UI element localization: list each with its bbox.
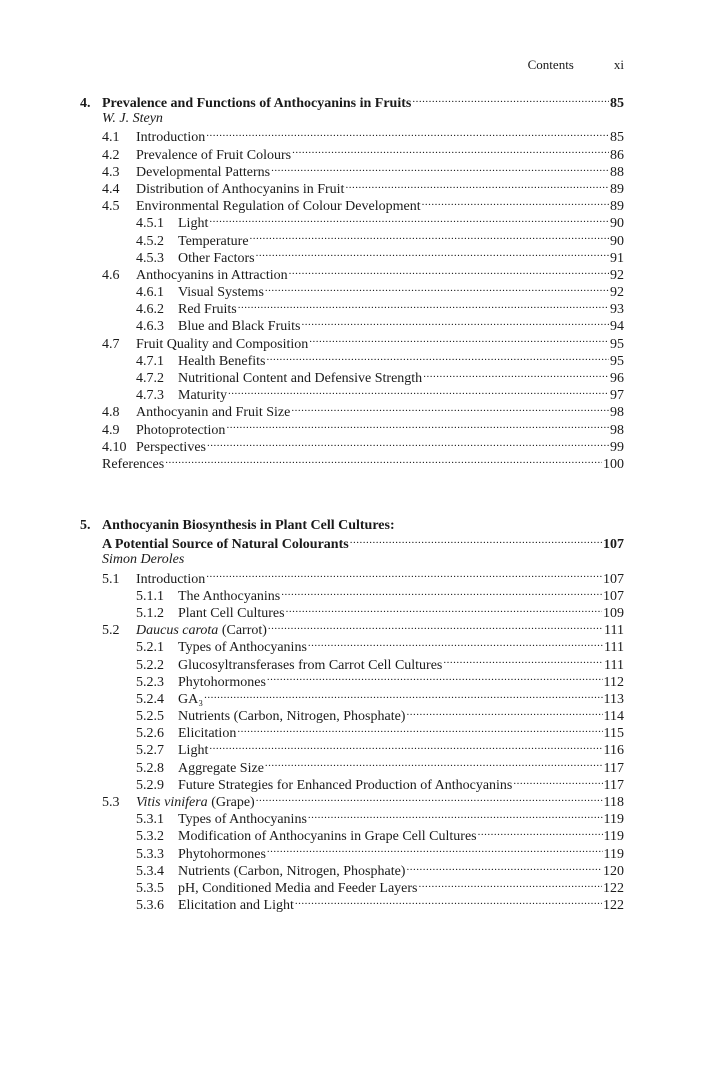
toc-entry [80, 603, 624, 620]
dot-leader [209, 740, 602, 754]
dot-leader [286, 603, 602, 617]
section-page: 113 [603, 691, 624, 707]
section-page: 92 [610, 267, 624, 283]
dot-leader [350, 534, 602, 548]
section-title: Fruit Quality and Composition [136, 336, 309, 352]
chapter-author: W. J. Steyn [102, 111, 163, 127]
section-title: Introduction [136, 130, 206, 146]
section-title: Other Factors [178, 250, 255, 266]
section-title: pH, Conditioned Media and Feeder Layers [178, 880, 418, 896]
section-number: 4.7.2 [136, 371, 164, 386]
chapter-author: Simon Deroles [102, 552, 185, 568]
toc-entry [80, 179, 624, 196]
dot-leader [256, 792, 603, 806]
toc-entry [80, 265, 624, 282]
section-number: 5.2.5 [136, 709, 164, 725]
section-number: 4.6.2 [136, 302, 164, 318]
toc-entries [80, 127, 624, 471]
section-title: Environmental Regulation of Colour Development [136, 199, 421, 215]
section-number: 5.3.4 [136, 863, 164, 879]
toc-entry [80, 437, 624, 454]
toc-entry [80, 402, 624, 419]
dot-leader [209, 213, 609, 227]
toc-entry [80, 740, 624, 757]
section-page: 98 [610, 422, 624, 438]
toc-entry [80, 809, 624, 826]
section-page: 88 [610, 164, 624, 180]
section-page: 90 [610, 216, 624, 232]
dot-leader [267, 672, 603, 686]
section-page: 117 [603, 760, 624, 776]
running-head-title: Contents [527, 57, 574, 72]
dot-leader [267, 844, 603, 858]
dot-leader [265, 282, 609, 296]
section-title: Aggregate Size [178, 760, 264, 776]
section-title: Nutritional Content and Defensive Strength [178, 371, 423, 386]
section-number: 5.2.2 [136, 657, 164, 673]
section-title: The Anthocyanins [178, 588, 281, 604]
toc-entry [80, 569, 624, 586]
section-page: 91 [610, 250, 624, 266]
dot-leader [443, 655, 603, 669]
section-number: 4.6.3 [136, 319, 164, 335]
chapter-number: 5. [80, 518, 91, 533]
section-title: Prevalence of Fruit Colours [136, 147, 292, 163]
section-number: 5.2.1 [136, 640, 164, 656]
dot-leader [204, 689, 602, 703]
section-number: 4.9 [102, 422, 120, 438]
section-title: Visual Systems [178, 285, 264, 301]
section-number: 4.7 [102, 336, 120, 352]
section-title: Developmental Patterns [136, 164, 271, 180]
section-number: 5.3.5 [136, 880, 164, 896]
section-page: 100 [603, 456, 624, 472]
section-number: 4.3 [102, 164, 120, 180]
section-page: 94 [610, 319, 624, 335]
section-page: 111 [604, 640, 624, 656]
toc-entry [80, 775, 624, 792]
chapter-heading [80, 517, 624, 534]
section-title: Types of Anthocyanins [178, 640, 307, 656]
section-number: 4.6.1 [136, 285, 164, 301]
section-number: 4.5.1 [136, 216, 164, 232]
dot-leader [206, 569, 602, 583]
section-number: 4.7.3 [136, 388, 164, 404]
dot-leader [237, 723, 602, 737]
chapter-page: 107 [603, 537, 624, 553]
section-title: Elicitation and Light [178, 898, 294, 914]
section-page: 99 [610, 439, 624, 455]
toc-entry [80, 723, 624, 740]
section-title: Anthocyanin and Fruit Size [136, 405, 291, 421]
toc-entry [80, 231, 624, 248]
dot-leader [406, 706, 602, 720]
toc-entry [80, 758, 624, 775]
section-title: Glucosyltransferases from Carrot Cell Cultures [178, 657, 443, 673]
section-title [136, 622, 267, 639]
toc-entries [80, 569, 624, 913]
chapter-heading-continued [80, 534, 624, 551]
section-number: 5.2.6 [136, 726, 164, 742]
chapter-5-toc [80, 517, 624, 912]
section-number: 5.3.1 [136, 812, 164, 828]
section-page: 119 [603, 829, 624, 845]
toc-entry [80, 299, 624, 316]
toc-entry [80, 620, 624, 637]
section-page: 92 [610, 285, 624, 301]
toc-entry [80, 334, 624, 351]
toc-entry [80, 162, 624, 179]
section-number: 4.5.3 [136, 250, 164, 266]
toc-entry [80, 145, 624, 162]
section-title: Nutrients (Carbon, Nitrogen, Phosphate) [178, 863, 406, 879]
section-page: 117 [603, 777, 624, 793]
dot-leader [308, 809, 603, 823]
section-title-rest: (Carrot) [218, 623, 267, 639]
toc-entry [80, 316, 624, 333]
dot-leader [289, 265, 609, 279]
section-page: 119 [603, 846, 624, 862]
section-page: 89 [610, 199, 624, 215]
dot-leader [265, 758, 603, 772]
section-page: 86 [610, 147, 624, 163]
dot-leader [309, 334, 609, 348]
section-page: 107 [603, 588, 624, 604]
section-title: Future Strategies for Enhanced Production of Anthocyanins [178, 777, 513, 793]
toc-entry [80, 672, 624, 689]
toc-entry [80, 351, 624, 368]
chapter-4-toc [80, 93, 624, 471]
section-title: Distribution of Anthocyanins in Fruit [136, 181, 345, 197]
toc-entry [80, 282, 624, 299]
section-number: 5.2.8 [136, 760, 164, 776]
dot-leader [256, 248, 609, 262]
section-page: 109 [603, 605, 624, 621]
section-number: 5.3 [102, 795, 120, 810]
section-number: 5.2 [102, 623, 120, 639]
chapter-page: 85 [610, 96, 624, 111]
dot-leader [271, 162, 609, 176]
toc-entry [80, 213, 624, 230]
section-title: Introduction [136, 571, 206, 587]
toc-entry [80, 792, 624, 809]
chapter-title-line-1: Anthocyanin Biosynthesis in Plant Cell Cultures: [102, 518, 395, 533]
section-title [136, 794, 255, 811]
section-number: 5.3.3 [136, 846, 164, 862]
dot-leader [513, 775, 602, 789]
dot-leader [423, 368, 609, 382]
section-title: Perspectives [136, 439, 206, 455]
chapter-number: 4. [80, 96, 91, 111]
section-page: 90 [610, 233, 624, 249]
dot-leader [268, 620, 603, 634]
section-number: 4.8 [102, 405, 120, 421]
toc-entry [80, 878, 624, 895]
section-number: 5.3.6 [136, 898, 164, 914]
toc-entry [80, 637, 624, 654]
section-title: Nutrients (Carbon, Nitrogen, Phosphate) [178, 709, 406, 725]
section-page: 111 [604, 623, 624, 639]
dot-leader [206, 127, 609, 141]
section-title-italic: Daucus carota [136, 623, 219, 639]
dot-leader [478, 826, 603, 840]
section-title: Elicitation [178, 726, 237, 742]
toc-entry [80, 586, 624, 603]
dot-leader [165, 454, 602, 468]
section-page: 118 [603, 795, 624, 810]
dot-leader [207, 437, 609, 451]
section-title: GA₃ [178, 691, 204, 707]
section-number: 4.2 [102, 147, 120, 163]
section-number: 4.7.1 [136, 353, 164, 369]
section-title-italic: Vitis vinifera [136, 795, 208, 810]
dot-leader [302, 316, 610, 330]
section-page: 93 [610, 302, 624, 318]
dot-leader [226, 420, 609, 434]
section-number: 5.2.9 [136, 777, 164, 793]
dot-leader [412, 93, 609, 107]
section-title: Red Fruits [178, 302, 237, 318]
toc-entry [80, 706, 624, 723]
section-page: 116 [603, 743, 624, 759]
section-title: Phytohormones [178, 846, 266, 862]
section-number: 4.6 [102, 267, 120, 283]
section-title: References [102, 456, 165, 472]
page-number: xi [613, 57, 624, 72]
dot-leader [291, 402, 609, 416]
section-page: 95 [610, 353, 624, 369]
section-number: 4.4 [102, 181, 120, 197]
dot-leader [345, 179, 609, 193]
section-page: 96 [610, 371, 624, 386]
chapter-title-line-2: A Potential Source of Natural Colourants [102, 537, 349, 553]
section-title: Light [178, 743, 209, 759]
toc-entry [80, 655, 624, 672]
section-title: Plant Cell Cultures [178, 605, 285, 621]
dot-leader [406, 861, 602, 875]
toc-entry [80, 895, 624, 912]
section-title: Types of Anthocyanins [178, 812, 307, 828]
section-title: Maturity [178, 388, 227, 404]
section-page: 95 [610, 336, 624, 352]
section-number: 5.2.7 [136, 743, 164, 759]
section-title: Temperature [178, 233, 249, 249]
section-page: 97 [610, 388, 624, 404]
section-number: 5.1.1 [136, 588, 164, 604]
section-page: 111 [604, 657, 624, 673]
toc-entry [80, 248, 624, 265]
section-page: 119 [603, 812, 624, 828]
section-number: 4.10 [102, 439, 127, 455]
dot-leader [238, 299, 609, 313]
dot-leader [295, 895, 602, 909]
section-title: Modification of Anthocyanins in Grape Cell Cultures [178, 829, 477, 845]
running-head [80, 57, 624, 73]
dot-leader [422, 196, 609, 210]
section-title: Photoprotection [136, 422, 226, 438]
dot-leader [419, 878, 603, 892]
section-title: Anthocyanins in Attraction [136, 267, 288, 283]
section-page: 89 [610, 181, 624, 197]
toc-entry [80, 368, 624, 385]
chapter-heading [80, 93, 624, 110]
dot-leader [266, 351, 609, 365]
section-page: 112 [603, 674, 624, 690]
section-page: 122 [603, 880, 624, 896]
section-number: 5.2.4 [136, 691, 164, 707]
section-page: 115 [603, 726, 624, 742]
section-page: 114 [603, 709, 624, 725]
dot-leader [228, 385, 609, 399]
dot-leader [250, 231, 609, 245]
section-page: 85 [610, 130, 624, 146]
section-number: 5.1.2 [136, 605, 164, 621]
dot-leader [308, 637, 603, 651]
toc-entry [80, 385, 624, 402]
section-page: 107 [603, 571, 624, 587]
section-number: 5.2.3 [136, 674, 164, 690]
toc-entry [80, 826, 624, 843]
section-number: 4.5.2 [136, 233, 164, 249]
toc-entry [80, 861, 624, 878]
section-page: 122 [603, 898, 624, 914]
toc-entry [80, 844, 624, 861]
toc-entry [80, 454, 624, 471]
section-title: Light [178, 216, 209, 232]
section-number: 5.1 [102, 571, 120, 587]
section-title-rest: (Grape) [207, 795, 255, 810]
section-title: Blue and Black Fruits [178, 319, 301, 335]
section-title: Phytohormones [178, 674, 266, 690]
dot-leader [281, 586, 602, 600]
section-page: 120 [603, 863, 624, 879]
section-number: 4.1 [102, 130, 120, 146]
toc-entry [80, 196, 624, 213]
toc-entry [80, 689, 624, 706]
chapter-title: Prevalence and Functions of Anthocyanins in Fruits [102, 96, 412, 111]
toc-entry [80, 127, 624, 144]
section-page: 98 [610, 405, 624, 421]
dot-leader [292, 145, 609, 159]
section-number: 5.3.2 [136, 829, 164, 845]
toc-entry [80, 420, 624, 437]
section-title: Health Benefits [178, 353, 266, 369]
section-number: 4.5 [102, 199, 120, 215]
